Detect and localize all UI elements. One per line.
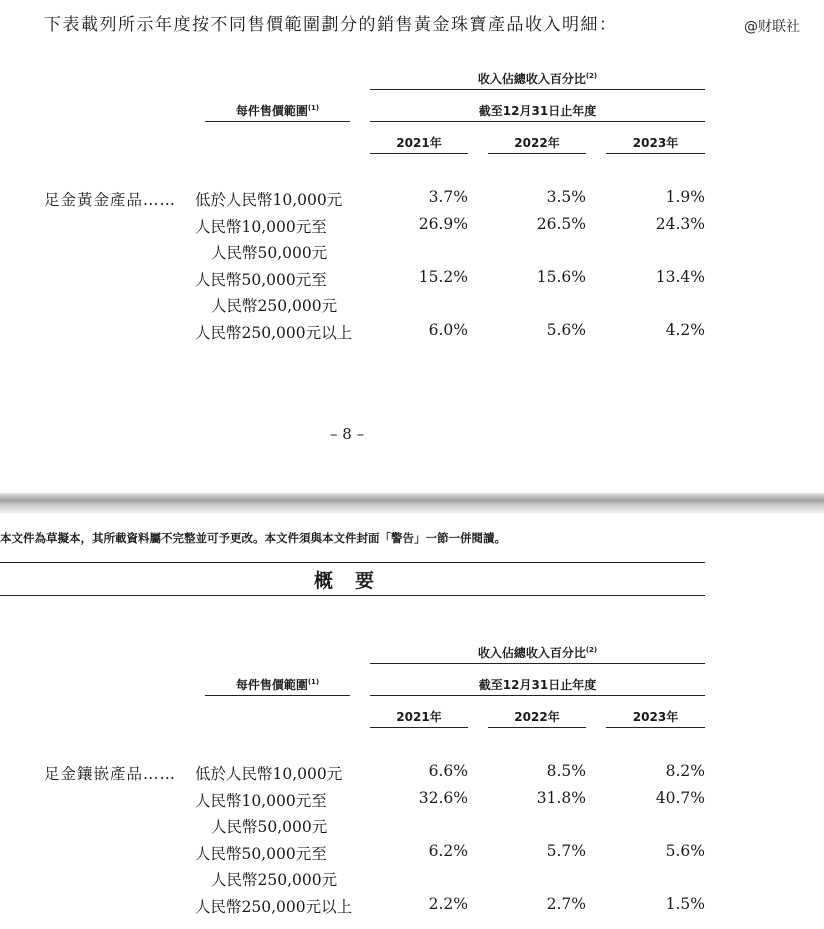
header-rule — [370, 121, 705, 122]
category-label: 足金黃金產品…… — [44, 191, 177, 209]
table-cell: 4.2% — [665, 321, 705, 339]
table-cell: 15.6% — [536, 268, 586, 286]
table-cell: 15.2% — [418, 268, 468, 286]
price-range-header: 每件售價範圍$^{(1)}$ — [235, 678, 320, 692]
price-range-label: 低於人民幣10,000元 — [195, 191, 343, 209]
table-cell: 8.2% — [665, 762, 705, 780]
year-header: 2021年 — [396, 136, 442, 150]
year-header: 2023年 — [632, 136, 679, 150]
table-cell: 32.6% — [418, 789, 468, 807]
table-cell: 6.6% — [428, 762, 468, 780]
page-number: – 8 – — [330, 425, 365, 443]
header-rule — [370, 695, 705, 696]
header-rule — [205, 695, 350, 696]
draft-notice: 本文件為草擬本，其所載資料屬不完整並可予更改。本文件須與本文件封面「警告」一節一併閱讀。 — [0, 531, 506, 545]
table-cell: 6.2% — [428, 842, 468, 860]
table-cell: 3.5% — [546, 188, 586, 206]
price-range-label: 人民幣50,000元至 — [195, 845, 327, 863]
table-cell: 8.5% — [546, 762, 586, 780]
table-cell: 6.0% — [428, 321, 468, 339]
table-cell: 5.6% — [546, 321, 586, 339]
table-cell: 26.5% — [536, 215, 586, 233]
year-header: 2021年 — [396, 710, 442, 724]
period-header: 截至12月31日止年度 — [478, 678, 597, 692]
table-cell: 2.7% — [546, 895, 586, 913]
page-separator — [0, 493, 824, 514]
price-range-label: 人民幣250,000元 — [211, 297, 338, 315]
category-label: 足金鑲嵌產品…… — [44, 765, 177, 783]
year-header: 2023年 — [632, 710, 679, 724]
year-rule — [370, 727, 468, 728]
price-range-label: 人民幣250,000元 — [211, 871, 338, 889]
intro-paragraph: 下表載列所示年度按不同售價範圍劃分的銷售黃金珠寶產品收入明細： — [44, 15, 618, 35]
year-header: 2022年 — [514, 136, 560, 150]
table-cell: 1.5% — [665, 895, 705, 913]
pct-header: 收入佔總收入百分比$^{(2)}$ — [477, 646, 598, 660]
table-cell: 26.9% — [418, 215, 468, 233]
year-rule — [606, 153, 705, 154]
year-header: 2022年 — [514, 710, 560, 724]
table-cell: 2.2% — [428, 895, 468, 913]
price-range-label: 人民幣50,000元 — [211, 244, 328, 262]
table-cell: 40.7% — [655, 789, 705, 807]
period-header: 截至12月31日止年度 — [478, 104, 597, 118]
year-rule — [488, 153, 586, 154]
title-rule — [0, 595, 705, 596]
price-range-label: 人民幣250,000元以上 — [195, 898, 353, 916]
table-cell: 5.6% — [665, 842, 705, 860]
price-range-label: 人民幣10,000元至 — [195, 792, 327, 810]
section-title: 概要 — [314, 570, 397, 592]
header-rule — [370, 663, 705, 664]
table-cell: 5.7% — [546, 842, 586, 860]
price-range-label: 低於人民幣10,000元 — [195, 765, 343, 783]
table-cell: 1.9% — [665, 188, 705, 206]
table-cell: 24.3% — [655, 215, 705, 233]
price-range-label: 人民幣250,000元以上 — [195, 324, 353, 342]
price-range-label: 人民幣50,000元至 — [195, 271, 327, 289]
year-rule — [370, 153, 468, 154]
watermark: @财联社 — [744, 19, 800, 35]
table-cell: 3.7% — [428, 188, 468, 206]
year-rule — [606, 727, 705, 728]
price-range-label: 人民幣50,000元 — [211, 818, 328, 836]
price-range-label: 人民幣10,000元至 — [195, 218, 327, 236]
table-cell: 31.8% — [536, 789, 586, 807]
table-cell: 13.4% — [655, 268, 705, 286]
title-rule — [0, 562, 705, 563]
price-range-header: 每件售價範圍$^{(1)}$ — [235, 104, 320, 118]
header-rule — [370, 89, 705, 90]
year-rule — [488, 727, 586, 728]
pct-header: 收入佔總收入百分比$^{(2)}$ — [477, 72, 598, 86]
header-rule — [205, 121, 350, 122]
